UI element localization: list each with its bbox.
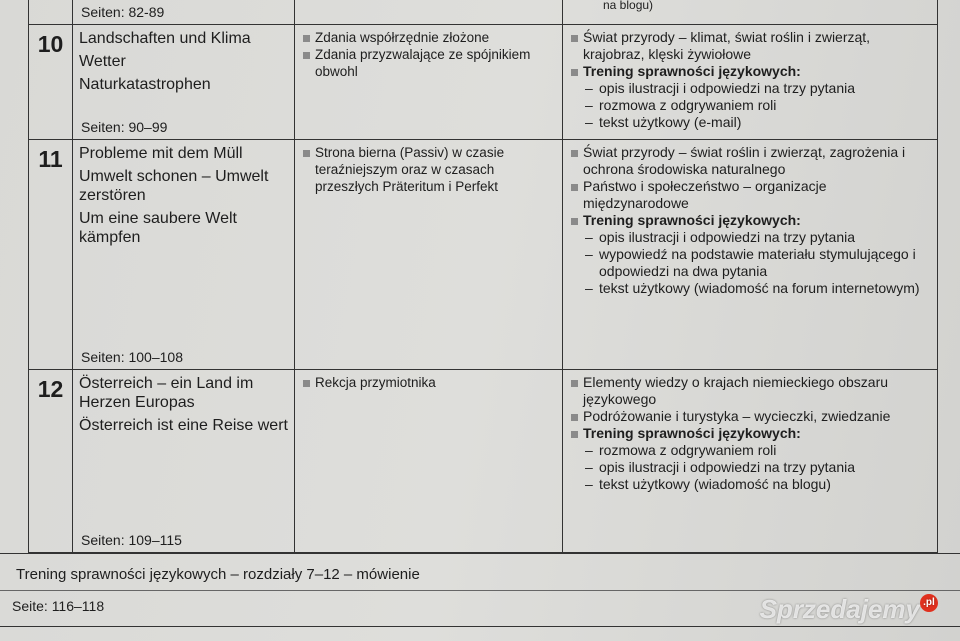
chapter-titles [73,370,295,552]
lesson-title: Wetter [79,53,126,70]
chapter-row [29,370,937,553]
grammar-item: Strona bierna (Passiv) w czasie teraźniejszym oraz w czasach przeszłych Präteritum i Perfekt [301,144,556,195]
chapter-number: 12 [29,370,73,552]
lesson-title: Probleme mit dem Müll [79,145,243,162]
grammar-cell [295,140,563,369]
lesson-title: Österreich ist eine Reise wert [79,417,288,434]
grammar-cell [295,25,563,139]
lesson-title: Naturkatastrophen [79,76,211,93]
skill-item: – opis ilustracji i odpowiedzi na trzy pytania [569,229,931,246]
lesson-title: Um eine saubere Welt kämpfen [79,210,237,246]
topics-tail: na blogu) [603,0,654,12]
skill-item: – wypowiedź na podstawie materiału stymulującego i odpowiedzi na dwa pytania [569,246,931,280]
chapter-row [29,140,937,370]
skill-item: – opis ilustracji i odpowiedzi na trzy pytania [569,459,931,476]
lesson-title: Österreich – ein Land im Herzen Europas [79,375,254,411]
chapter-row [29,25,937,140]
topics-cell [563,370,937,552]
chapter-pages: Seiten: 90–99 [81,119,168,135]
chapter-number: 10 [29,25,73,139]
topic-item: Trening sprawności językowych: [569,63,931,80]
lesson-title: Landschaften und Klima [79,30,251,47]
skill-item: – tekst użytkowy (wiadomość na blogu) [569,476,931,493]
lesson-title: Umwelt schonen – Umwelt zerstören [79,168,269,204]
chapter-pages: Seiten: 82-89 [81,4,165,20]
footer-pages: Seite: 116–118 [12,598,105,614]
footer-title: Trening sprawności językowych – rozdziały 7–12 – mówienie [16,566,420,583]
topics-cell [563,25,937,139]
grammar-item: Rekcja przymiotnika [301,374,556,391]
topics-cell [563,140,937,369]
skill-item: – rozmowa z odgrywaniem roli [569,97,931,114]
topic-item: Elementy wiedzy o krajach niemieckiego obszaru językowego [569,374,931,408]
grammar-item: Zdania współrzędnie złożone [301,29,556,46]
skill-item: – tekst użytkowy (e-mail) [569,114,931,131]
topic-item: Podróżowanie i turystyka – wycieczki, zwiedzanie [569,408,931,425]
topic-item: Świat przyrody – klimat, świat roślin i zwierząt, krajobraz, klęski żywiołowe [569,29,931,63]
topic-item: Trening sprawności językowych: [569,425,931,442]
chapter-number: 11 [29,140,73,369]
table-row-previous [29,0,937,25]
skill-item: – rozmowa z odgrywaniem roli [569,442,931,459]
grammar-cell [295,370,563,552]
chapter-pages: Seiten: 100–108 [81,349,183,365]
divider [0,590,960,591]
contents-table [28,0,938,553]
topic-item: Świat przyrody – świat roślin i zwierząt, zagrożenia i ochrona środowiska naturalnego [569,144,931,178]
skill-item: – tekst użytkowy (wiadomość na forum internetowym) [569,280,931,297]
chapter-titles [73,25,295,139]
topic-item: Państwo i społeczeństwo – organizacje międzynarodowe [569,178,931,212]
topic-item: Trening sprawności językowych: [569,212,931,229]
watermark-logo: Sprzedajemy .pl [760,594,938,625]
chapter-titles [73,140,295,369]
skill-item: – opis ilustracji i odpowiedzi na trzy pytania [569,80,931,97]
grammar-item: Zdania przyzwalające ze spójnikiem obwohl [301,46,556,80]
chapter-pages: Seiten: 109–115 [81,532,182,548]
